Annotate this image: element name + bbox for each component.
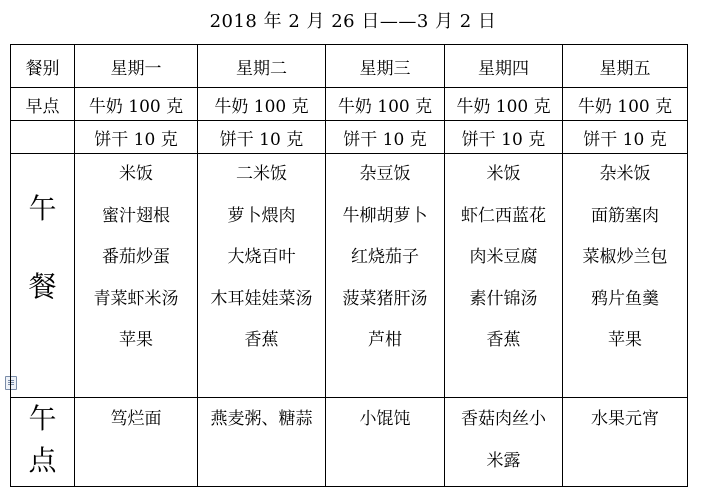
dish: 菜椒炒兰包 (582, 247, 668, 268)
dish: 青菜虾米汤 (93, 288, 179, 309)
meal-column-header: 餐别 (11, 45, 75, 88)
dish: 杂豆饭 (359, 164, 411, 184)
lunch-cell-monday (75, 154, 198, 398)
dish: 杂米饭 (599, 164, 651, 184)
dish: 二米饭 (236, 164, 287, 184)
dish: 鸦片鱼羹 (591, 288, 659, 309)
snack-item: 小馄饨 (359, 409, 411, 429)
breakfast-item: 饼干 10 克 (75, 121, 198, 154)
dish: 菠菜猪肝汤 (342, 288, 428, 309)
snack-row (11, 398, 688, 487)
dish: 苹果 (119, 330, 153, 351)
breakfast-label-empty (11, 121, 75, 154)
dish: 芦柑 (368, 330, 402, 351)
dish: 素什锦汤 (469, 288, 538, 309)
snack-cell-wednesday (326, 398, 445, 487)
day-header-monday: 星期一 (75, 45, 198, 88)
day-header-wednesday: 星期三 (326, 45, 445, 88)
menu-title: 2018 年 2 月 26 日——3 月 2 日 (209, 11, 497, 32)
breakfast-item: 牛奶 100 克 (198, 88, 326, 121)
dish: 红烧茄子 (351, 247, 419, 268)
snack-cell-monday (75, 398, 198, 487)
weekly-menu-table (10, 44, 688, 487)
dish: 肉米豆腐 (469, 247, 538, 268)
breakfast-label: 早点 (11, 88, 75, 121)
breakfast-row-1 (11, 88, 688, 121)
snack-label-top: 午 (28, 402, 57, 435)
snack-item: 香菇肉丝小 (461, 409, 546, 429)
dish: 香蕉 (486, 330, 521, 351)
lunch-label-top: 午 (28, 192, 57, 225)
breakfast-item: 牛奶 100 克 (75, 88, 198, 121)
dish: 米饭 (486, 164, 521, 184)
day-header-friday: 星期五 (563, 45, 688, 88)
snack-item: 水果元宵 (591, 409, 659, 429)
breakfast-item: 饼干 10 克 (326, 121, 445, 154)
header-row (11, 45, 688, 88)
day-header-tuesday: 星期二 (198, 45, 326, 88)
lunch-cell-wednesday (326, 154, 445, 398)
dish: 蜜汁翅根 (102, 205, 170, 226)
dish: 苹果 (608, 330, 642, 351)
dish: 米饭 (119, 164, 153, 184)
day-header-thursday: 星期四 (445, 45, 563, 88)
snack-item: 燕麦粥、糖蒜 (210, 409, 313, 429)
breakfast-item: 牛奶 100 克 (326, 88, 445, 121)
dish: 面筋塞肉 (591, 205, 659, 226)
breakfast-item: 牛奶 100 克 (445, 88, 563, 121)
snack-label-bottom: 点 (28, 444, 57, 477)
dish: 香蕉 (244, 330, 279, 351)
lunch-cell-thursday (445, 154, 563, 398)
snack-cell-thursday (445, 398, 563, 487)
breakfast-item: 牛奶 100 克 (563, 88, 688, 121)
dish: 木耳娃娃菜汤 (210, 288, 313, 309)
lunch-cell-friday (563, 154, 688, 398)
snack-item: 米露 (486, 451, 521, 471)
snack-cell-tuesday (198, 398, 326, 487)
dish: 番茄炒蛋 (102, 247, 170, 268)
dish: 萝卜煨肉 (227, 205, 296, 226)
breakfast-row-2 (11, 121, 688, 154)
snack-item: 笃烂面 (110, 409, 162, 429)
breakfast-item: 饼干 10 克 (563, 121, 688, 154)
breakfast-item: 饼干 10 克 (198, 121, 326, 154)
snack-cell-friday (563, 398, 688, 487)
dish: 虾仁西蓝花 (461, 205, 546, 226)
snack-label (11, 398, 75, 487)
dish: 大烧百叶 (227, 247, 296, 268)
lunch-label-bottom: 餐 (28, 270, 57, 303)
dish: 牛柳胡萝卜 (342, 205, 428, 226)
lunch-row (11, 154, 688, 398)
lunch-label (11, 154, 75, 398)
lunch-cell-tuesday (198, 154, 326, 398)
breakfast-item: 饼干 10 克 (445, 121, 563, 154)
